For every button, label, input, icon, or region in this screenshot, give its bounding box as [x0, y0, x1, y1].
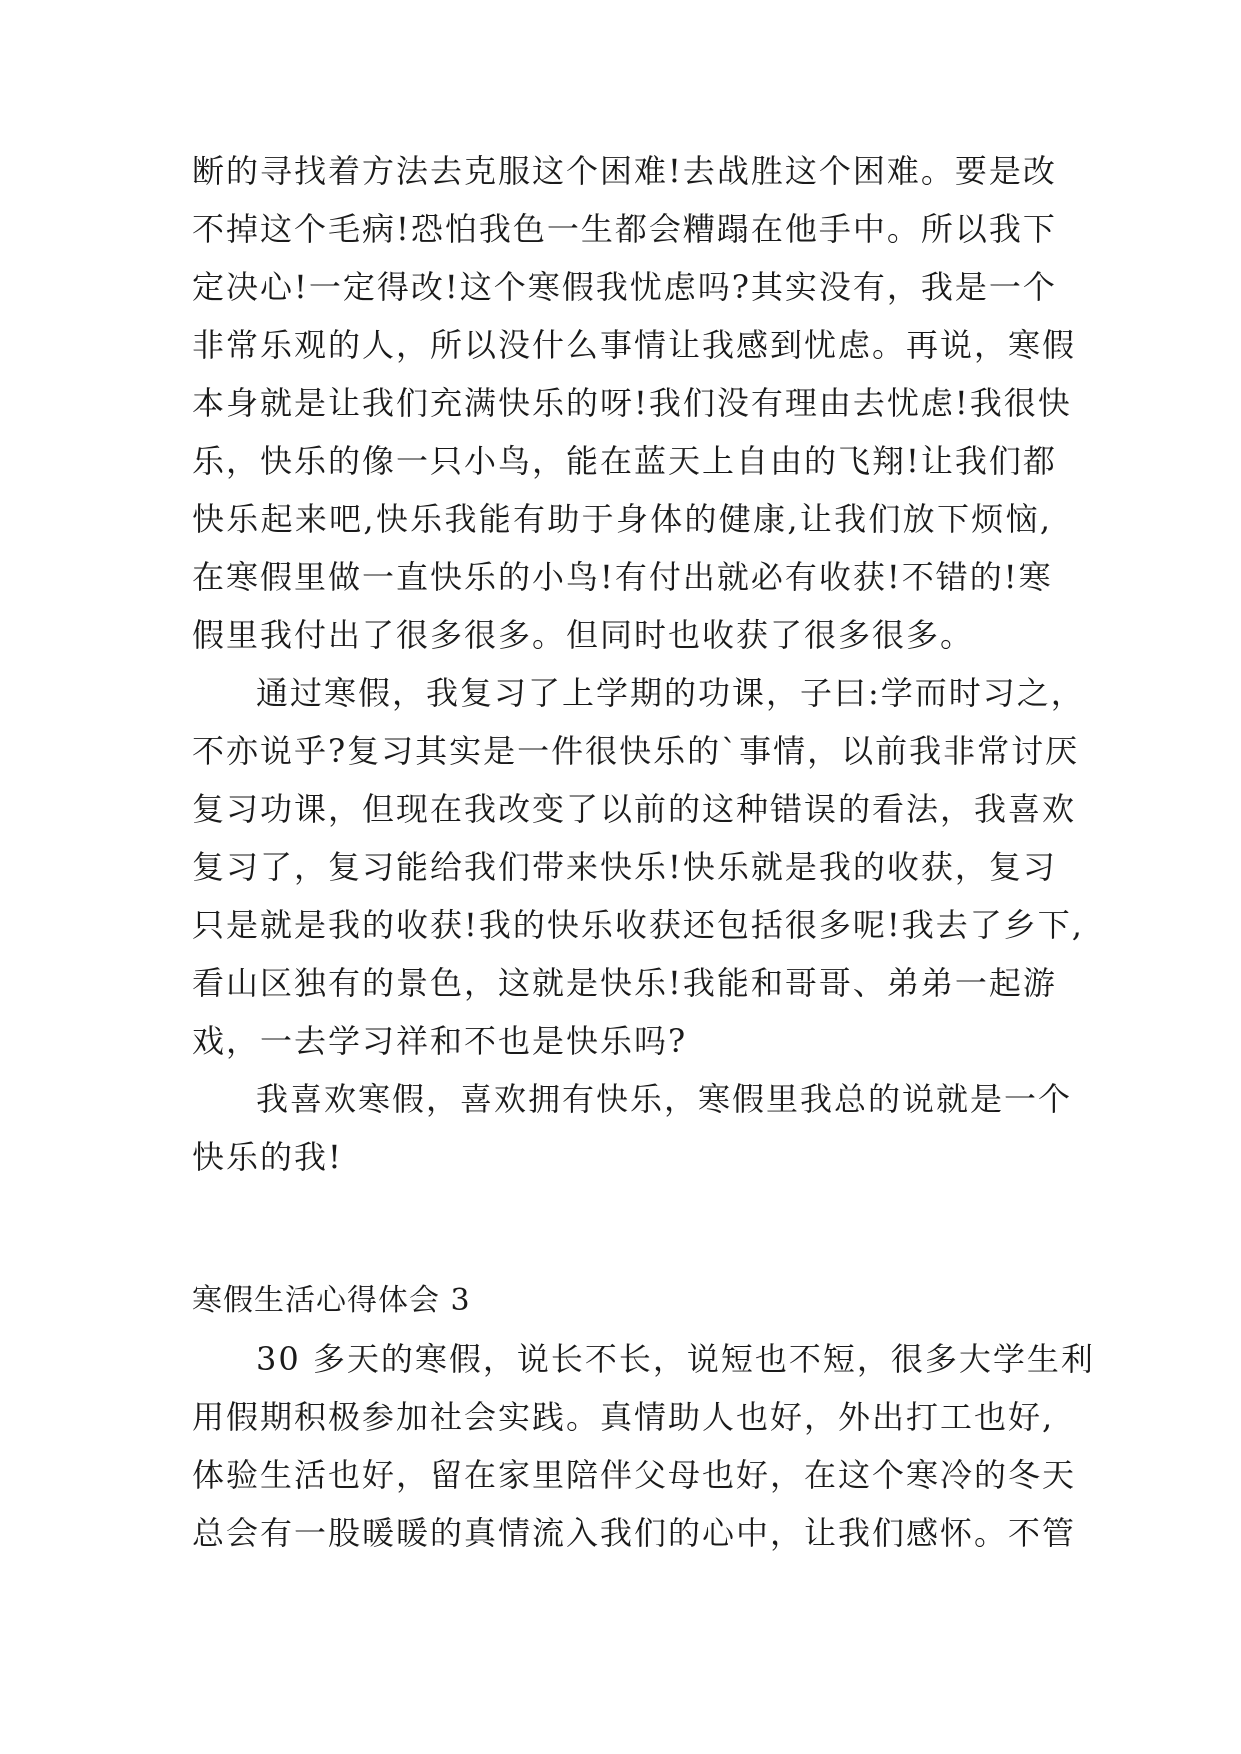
text-line: 断的寻找着方法去克服这个困难!去战胜这个困难。要是改: [192, 152, 1057, 190]
paragraph-3: [192, 1070, 1073, 1186]
section-gap: [192, 1186, 1052, 1272]
text-line: 不亦说乎?复习其实是一件很快乐的`事情，以前我非常讨厌: [192, 732, 1080, 770]
text-line: 乐，快乐的像一只小鸟，能在蓝天上自由的飞翔!让我们都: [192, 442, 1057, 480]
text-line: 不掉这个毛病!恐怕我色一生都会糟蹋在他手中。所以我下: [192, 210, 1057, 248]
text-line: 快乐的我!: [192, 1138, 343, 1176]
text-line: 假里我付出了很多很多。但同时也收获了很多很多。: [192, 616, 975, 654]
text-line: 复习了，复习能给我们带来快乐!快乐就是我的收获，复习: [192, 848, 1057, 886]
text-line: 我喜欢寒假，喜欢拥有快乐，寒假里我总的说就是一个: [256, 1080, 1073, 1118]
text-line: 通过寒假，我复习了上学期的功课，子曰:学而时习之，: [256, 674, 1085, 712]
text-line: 体验生活也好，留在家里陪伴父母也好，在这个寒冷的冬天: [192, 1456, 1077, 1494]
text-line: 用假期积极参加社会实践。真情助人也好，外出打工也好,: [192, 1398, 1055, 1436]
text-line: 复习功课，但现在我改变了以前的这种错误的看法，我喜欢: [192, 790, 1077, 828]
text-line: 30 多天的寒假，说长不长，说短也不短，很多大学生利: [256, 1340, 1095, 1378]
paragraph-2: [192, 664, 1085, 1070]
text-line: 定决心!一定得改!这个寒假我忧虑吗?其实没有，我是一个: [192, 268, 1057, 306]
text-line: 非常乐观的人，所以没什么事情让我感到忧虑。再说，寒假: [192, 326, 1077, 364]
text-line: 看山区独有的景色，这就是快乐!我能和哥哥、弟弟一起游: [192, 964, 1057, 1002]
text-line: 快乐起来吧,快乐我能有助于身体的健康,让我们放下烦恼,: [192, 500, 1052, 538]
text-line: 本身就是让我们充满快乐的呀!我们没有理由去忧虑!我很快: [192, 384, 1072, 422]
section-heading: 寒假生活心得体会 3: [192, 1283, 471, 1318]
text-line: 在寒假里做一直快乐的小鸟!有付出就必有收获!不错的!寒: [192, 558, 1053, 596]
text-line: 总会有一股暖暖的真情流入我们的心中，让我们感怀。不管: [192, 1514, 1077, 1552]
text-line: 戏，一去学习祥和不也是快乐吗?: [192, 1022, 688, 1060]
text-line: 只是就是我的收获!我的快乐收获还包括很多呢!我去了乡下,: [192, 906, 1084, 944]
paragraph-1: [192, 142, 1077, 664]
document-page: [192, 142, 1095, 1562]
paragraph-4: [192, 1330, 1095, 1562]
